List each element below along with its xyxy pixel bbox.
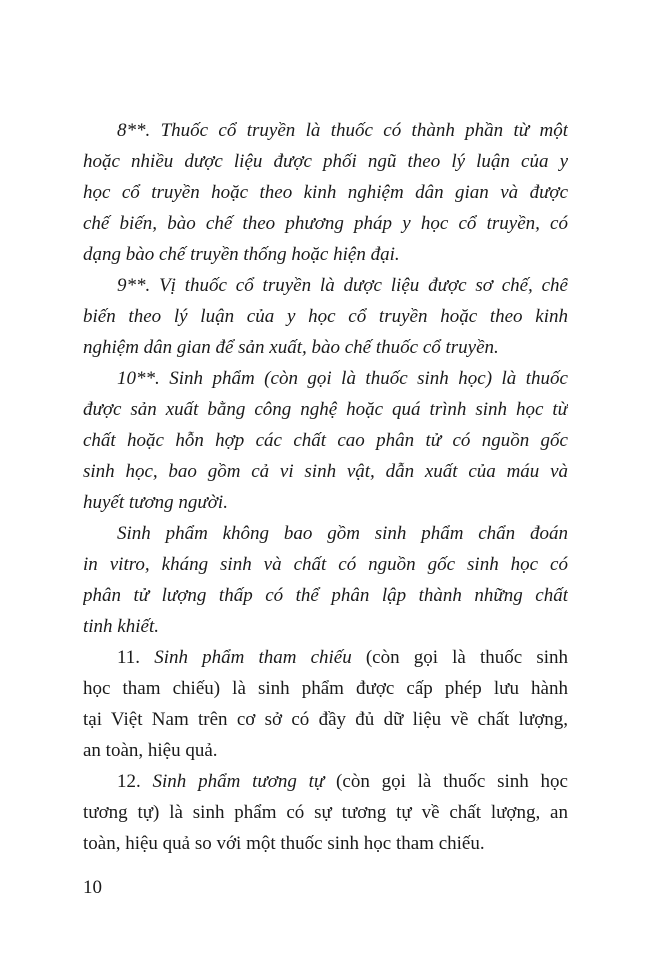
item-12-line <box>83 766 568 797</box>
text-line: nghiệm dân gian để sản xuất, bào chế thuốc cổ truyền. <box>83 337 499 358</box>
text: (còn gọi là thuốc sinh học <box>324 771 568 792</box>
text-line: học cổ truyền hoặc theo kinh nghiệm dân gian và được <box>83 182 568 203</box>
text: (còn gọi là thuốc sinh <box>351 647 568 668</box>
text-line: Sinh phẩm không bao gồm sinh phẩm chẩn đoán <box>117 523 568 544</box>
text-line: hoặc nhiều dược liệu được phối ngũ theo lý luận của y <box>83 151 568 172</box>
defined-term: Sinh phẩm tương tự <box>152 771 325 792</box>
page-number: 10 <box>83 877 102 898</box>
text-line: 9**. Vị thuốc cổ truyền là dược liệu được sơ chế, chế <box>117 275 568 296</box>
text-line: phân tử lượng thấp có thể phân lập thành những chất <box>83 585 568 606</box>
text-line: in vitro, kháng sinh và chất có nguồn gốc sinh học có <box>83 554 568 575</box>
text-line: học tham chiếu) là sinh phẩm được cấp phép lưu hành <box>83 678 568 699</box>
text-line: chế biến, bào chế theo phương pháp y học cổ truyền, có <box>83 213 568 234</box>
item-number: 11. <box>117 647 155 668</box>
text-line: được sản xuất bằng công nghệ hoặc quá trình sinh học từ <box>83 399 568 420</box>
text-line: chất hoặc hỗn hợp các chất cao phân tử có nguồn gốc <box>83 430 568 451</box>
text-line: tinh khiết. <box>83 616 159 637</box>
text-line: tương tự) là sinh phẩm có sự tương tự về chất lượng, an <box>83 802 568 823</box>
text-line: an toàn, hiệu quả. <box>83 740 218 761</box>
item-11-line <box>83 642 568 673</box>
text-line: biến theo lý luận của y học cổ truyền hoặc theo kinh <box>83 306 568 327</box>
text-line: toàn, hiệu quả so với một thuốc sinh học tham chiếu. <box>83 833 485 854</box>
text-line: huyết tương người. <box>83 492 228 513</box>
text-line: 8**. Thuốc cổ truyền là thuốc có thành phần từ một <box>117 120 568 141</box>
text-line: tại Việt Nam trên cơ sở có đầy đủ dữ liệu về chất lượng, <box>83 709 568 730</box>
page-body <box>83 115 568 859</box>
text-line: 10**. Sinh phẩm (còn gọi là thuốc sinh học) là thuốc <box>117 368 568 389</box>
text-line: sinh học, bao gồm cả vi sinh vật, dẫn xuất của máu và <box>83 461 568 482</box>
text-line: dạng bào chế truyền thống hoặc hiện đại. <box>83 244 400 265</box>
defined-term: Sinh phẩm tham chiếu <box>154 647 352 668</box>
item-number: 12. <box>117 771 153 792</box>
